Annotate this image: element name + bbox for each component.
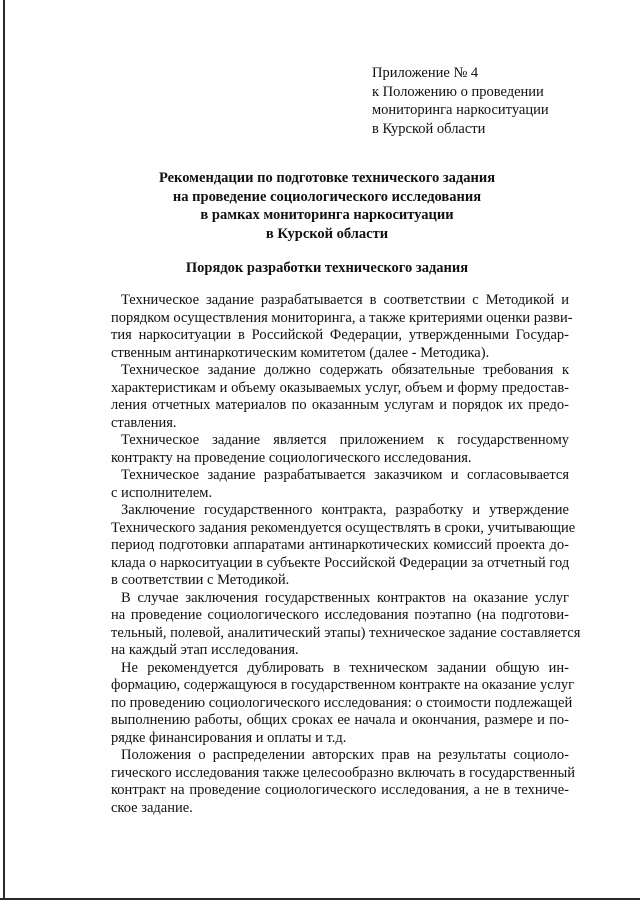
text-line: по проведению социологического исследования: о стоимости подлежащей — [111, 694, 573, 711]
text-line: на проведение социологического исследования поэтапно (на подготови- — [111, 607, 569, 623]
text-line: Техническое задание является приложением к государственному — [121, 432, 569, 448]
text-line: контракту на проведение социологического исследования. — [111, 449, 472, 466]
document-title — [112, 169, 542, 243]
text-line: с исполнителем. — [111, 484, 213, 501]
appendix-line: к Положению о проведении — [372, 83, 544, 100]
text-line: ставления. — [111, 414, 177, 431]
appendix-line: в Курской области — [372, 120, 486, 137]
text-line: период подготовки аппаратами антинаркотических комиссий проекта до- — [111, 537, 569, 553]
title-line: в Курской области — [265, 225, 389, 242]
section-heading: Порядок разработки технического задания — [185, 260, 469, 276]
text-line: Не рекомендуется дублировать в техническом задании общую ин- — [121, 659, 569, 676]
text-line: формацию, содержащуюся в государственном контракте на оказание услуг — [111, 677, 575, 693]
paragraph — [111, 467, 569, 502]
paragraph — [111, 432, 569, 467]
bottom-edge-line — [0, 898, 640, 900]
left-edge-line — [3, 0, 5, 898]
text-line: клада о наркоситуации в субъекте Российской Федерации за отчетный год — [111, 554, 570, 571]
paragraph — [111, 362, 569, 432]
title-line: на проведение социологического исследования — [172, 188, 482, 205]
paragraph — [111, 659, 575, 748]
text-line: В случае заключения государственных контрактов на оказание услуг — [121, 589, 569, 606]
appendix-header — [372, 64, 622, 138]
paragraph — [111, 747, 576, 817]
text-line: характеристикам и объему оказываемых услуг, объем и форму предостав- — [111, 379, 569, 396]
text-line: тия наркоситуации в Российской Федерации, утвержденными Государ- — [111, 327, 569, 343]
text-line: ское задание. — [111, 799, 193, 816]
title-line: в рамках мониторинга наркоситуации — [200, 207, 454, 223]
text-line: ственным антинаркотическим комитетом (далее - Методика). — [111, 344, 490, 361]
text-line: рядке финансирования и оплаты и т.д. — [111, 729, 347, 746]
paragraph — [111, 589, 581, 660]
text-line: Технического задания рекомендуется осуществлять в сроки, учитывающие — [111, 519, 576, 536]
title-line: Рекомендации по подготовке технического задания — [158, 170, 496, 186]
text-line: Заключение государственного контракта, разработку и утверждение — [121, 502, 569, 518]
paragraph — [111, 292, 573, 362]
text-line: ления отчетных материалов по оказанным услугам и порядок их предо- — [111, 397, 569, 413]
text-line: Техническое задание разрабатывается в соответствии с Методикой и — [121, 292, 569, 308]
text-line: тельный, полевой, аналитический этапы) техническое задание составляется — [111, 624, 581, 641]
text-line: Техническое задание разрабатывается заказчиком и согласовывается — [121, 467, 569, 483]
document-body — [111, 292, 581, 817]
text-line: контракт на проведение социологического исследования, а не в техниче- — [111, 782, 569, 798]
appendix-line: мониторинга наркоситуации — [372, 102, 549, 118]
paragraph — [111, 502, 576, 590]
text-line: в соответствии с Методикой. — [111, 572, 290, 588]
text-line: Техническое задание должно содержать обязательные требования к — [121, 362, 569, 378]
text-line: выполнению работы, общих сроках ее начала и окончания, размере и по- — [111, 712, 569, 728]
appendix-line: Приложение № 4 — [372, 65, 479, 81]
text-line: Положения о распределении авторских прав на результаты социоло- — [121, 747, 569, 763]
text-line: на каждый этап исследования. — [111, 642, 299, 658]
text-line: порядком осуществления мониторинга, а также критериями оценки разви- — [111, 309, 573, 326]
text-line: гического исследования также целесообразно включать в государственный — [111, 764, 576, 781]
